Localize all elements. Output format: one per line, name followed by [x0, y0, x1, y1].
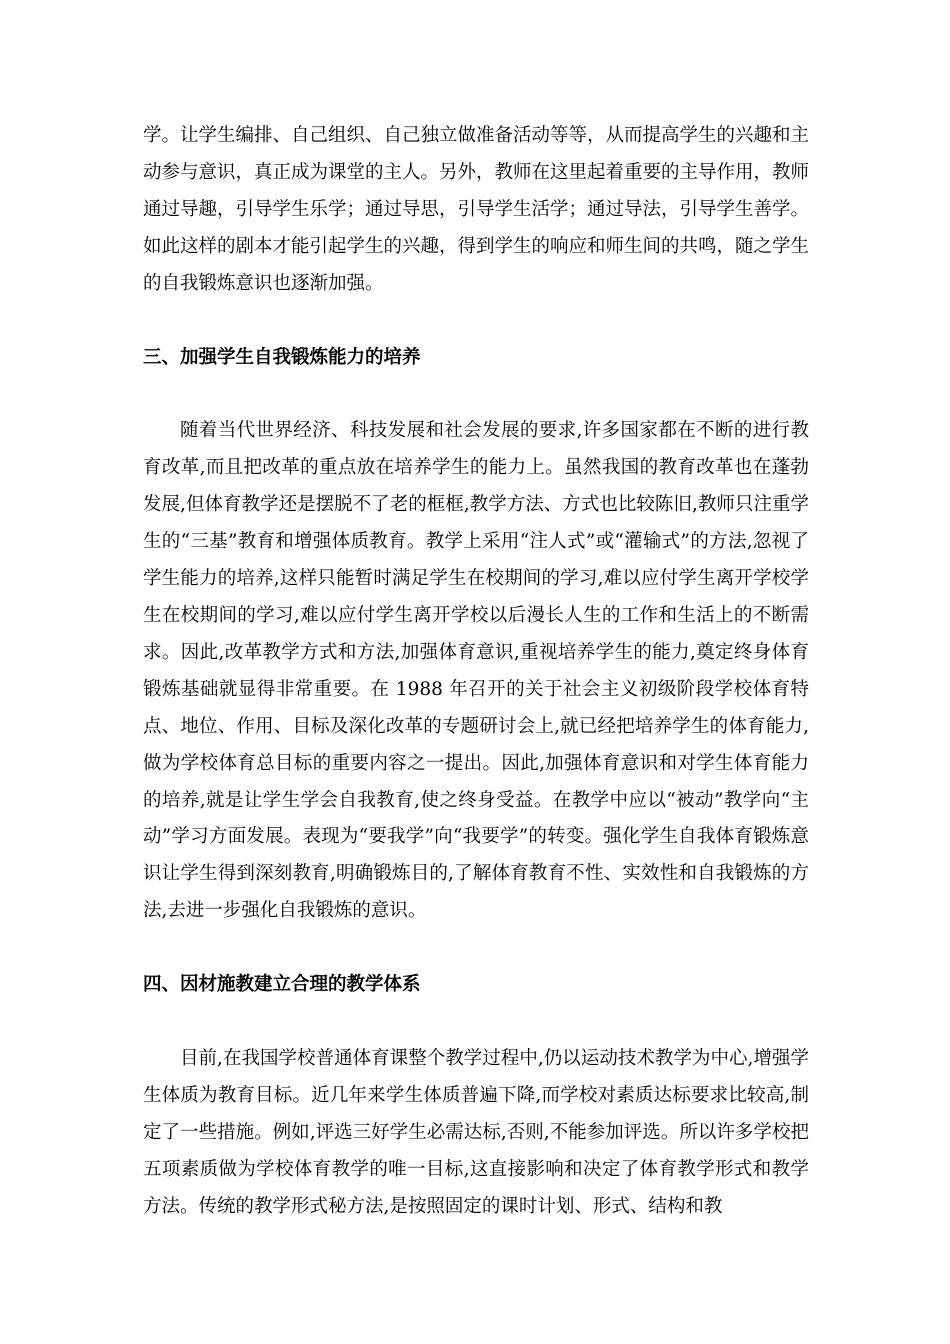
paragraph-continuation: 学。让学生编排、自己组织、自己独立做准备活动等等，从而提高学生的兴趣和主动参与意识，真正成为课堂的主人。另外，教师在这里起着重要的主导作用，教师通过导趣，引导学生乐学；通过导思，引导学生活学；通过导法，引导学生善学。如此这样的剧本才能引起学生的兴趣，得到学生的响应和师生间的共鸣，随之学生的自我锻炼意识也逐渐加强。: [143, 125, 810, 294]
section-heading-3: 三、加强学生自我锻炼能力的培养: [143, 346, 421, 368]
document-page: [143, 118, 809, 1226]
section-heading-4: 四、因材施教建立合理的教学体系: [143, 974, 421, 996]
paragraph-section-4: 目前,在我国学校普通体育课整个教学过程中,仍以运动技术教学为中心,增强学生体质为教育目标。近几年来学生体质普遍下降,而学校对素质达标要求比较高,制定了一些措施。例如,评选三好学生必需达标,否则,不能参加评选。所以许多学校把五项素质做为学校体育教学的唯一目标,这直接影响和决定了体育教学形式和教学方法。传统的教学形式秘方法,是按照固定的课时计划、形式、结构和教: [143, 1048, 809, 1217]
paragraph-section-3: 随着当代世界经济、科技发展和社会发展的要求,许多国家都在不断的进行教育改革,而且把改革的重点放在培养学生的能力上。虽然我国的教育改革也在蓬勃发展,但体育教学还是摆脱不了老的框框,教学方法、方式也比较陈旧,教师只注重学生的“三基”教育和增强体质教育。教学上采用“注人式”或“灌输式”的方法,忽视了学生能力的培养,这样只能暂时满足学生在校期间的学习,难以应付学生离开学校学生在校期间的学习,难以应付学生离开学校以后漫长人生的工作和生活上的不断需求。因此,改革教学方式和方法,加强体育意识,重视培养学生的能力,奠定终身体育锻炼基础就显得非常重要。在 1988 年召开的关于社会主义初级阶段学校体育特点、地位、作用、目标及深化改革的专题研讨会上,就已经把培养学生的体育能力,做为学校体育总目标的重要内容之一提出。因此,加强体育意识和对学生体育能力的培养,就是让学生学会自我教育,使之终身受益。在教学中应以“被动”教学向“主动”学习方面发展。表现为“要我学”向“我要学”的转变。强化学生自我体育锻炼意识让学生得到深刻教育,明确锻炼目的,了解体育教育不性、实效性和自我锻炼的方法,去进一步强化自我锻炼的意识。: [143, 420, 809, 922]
